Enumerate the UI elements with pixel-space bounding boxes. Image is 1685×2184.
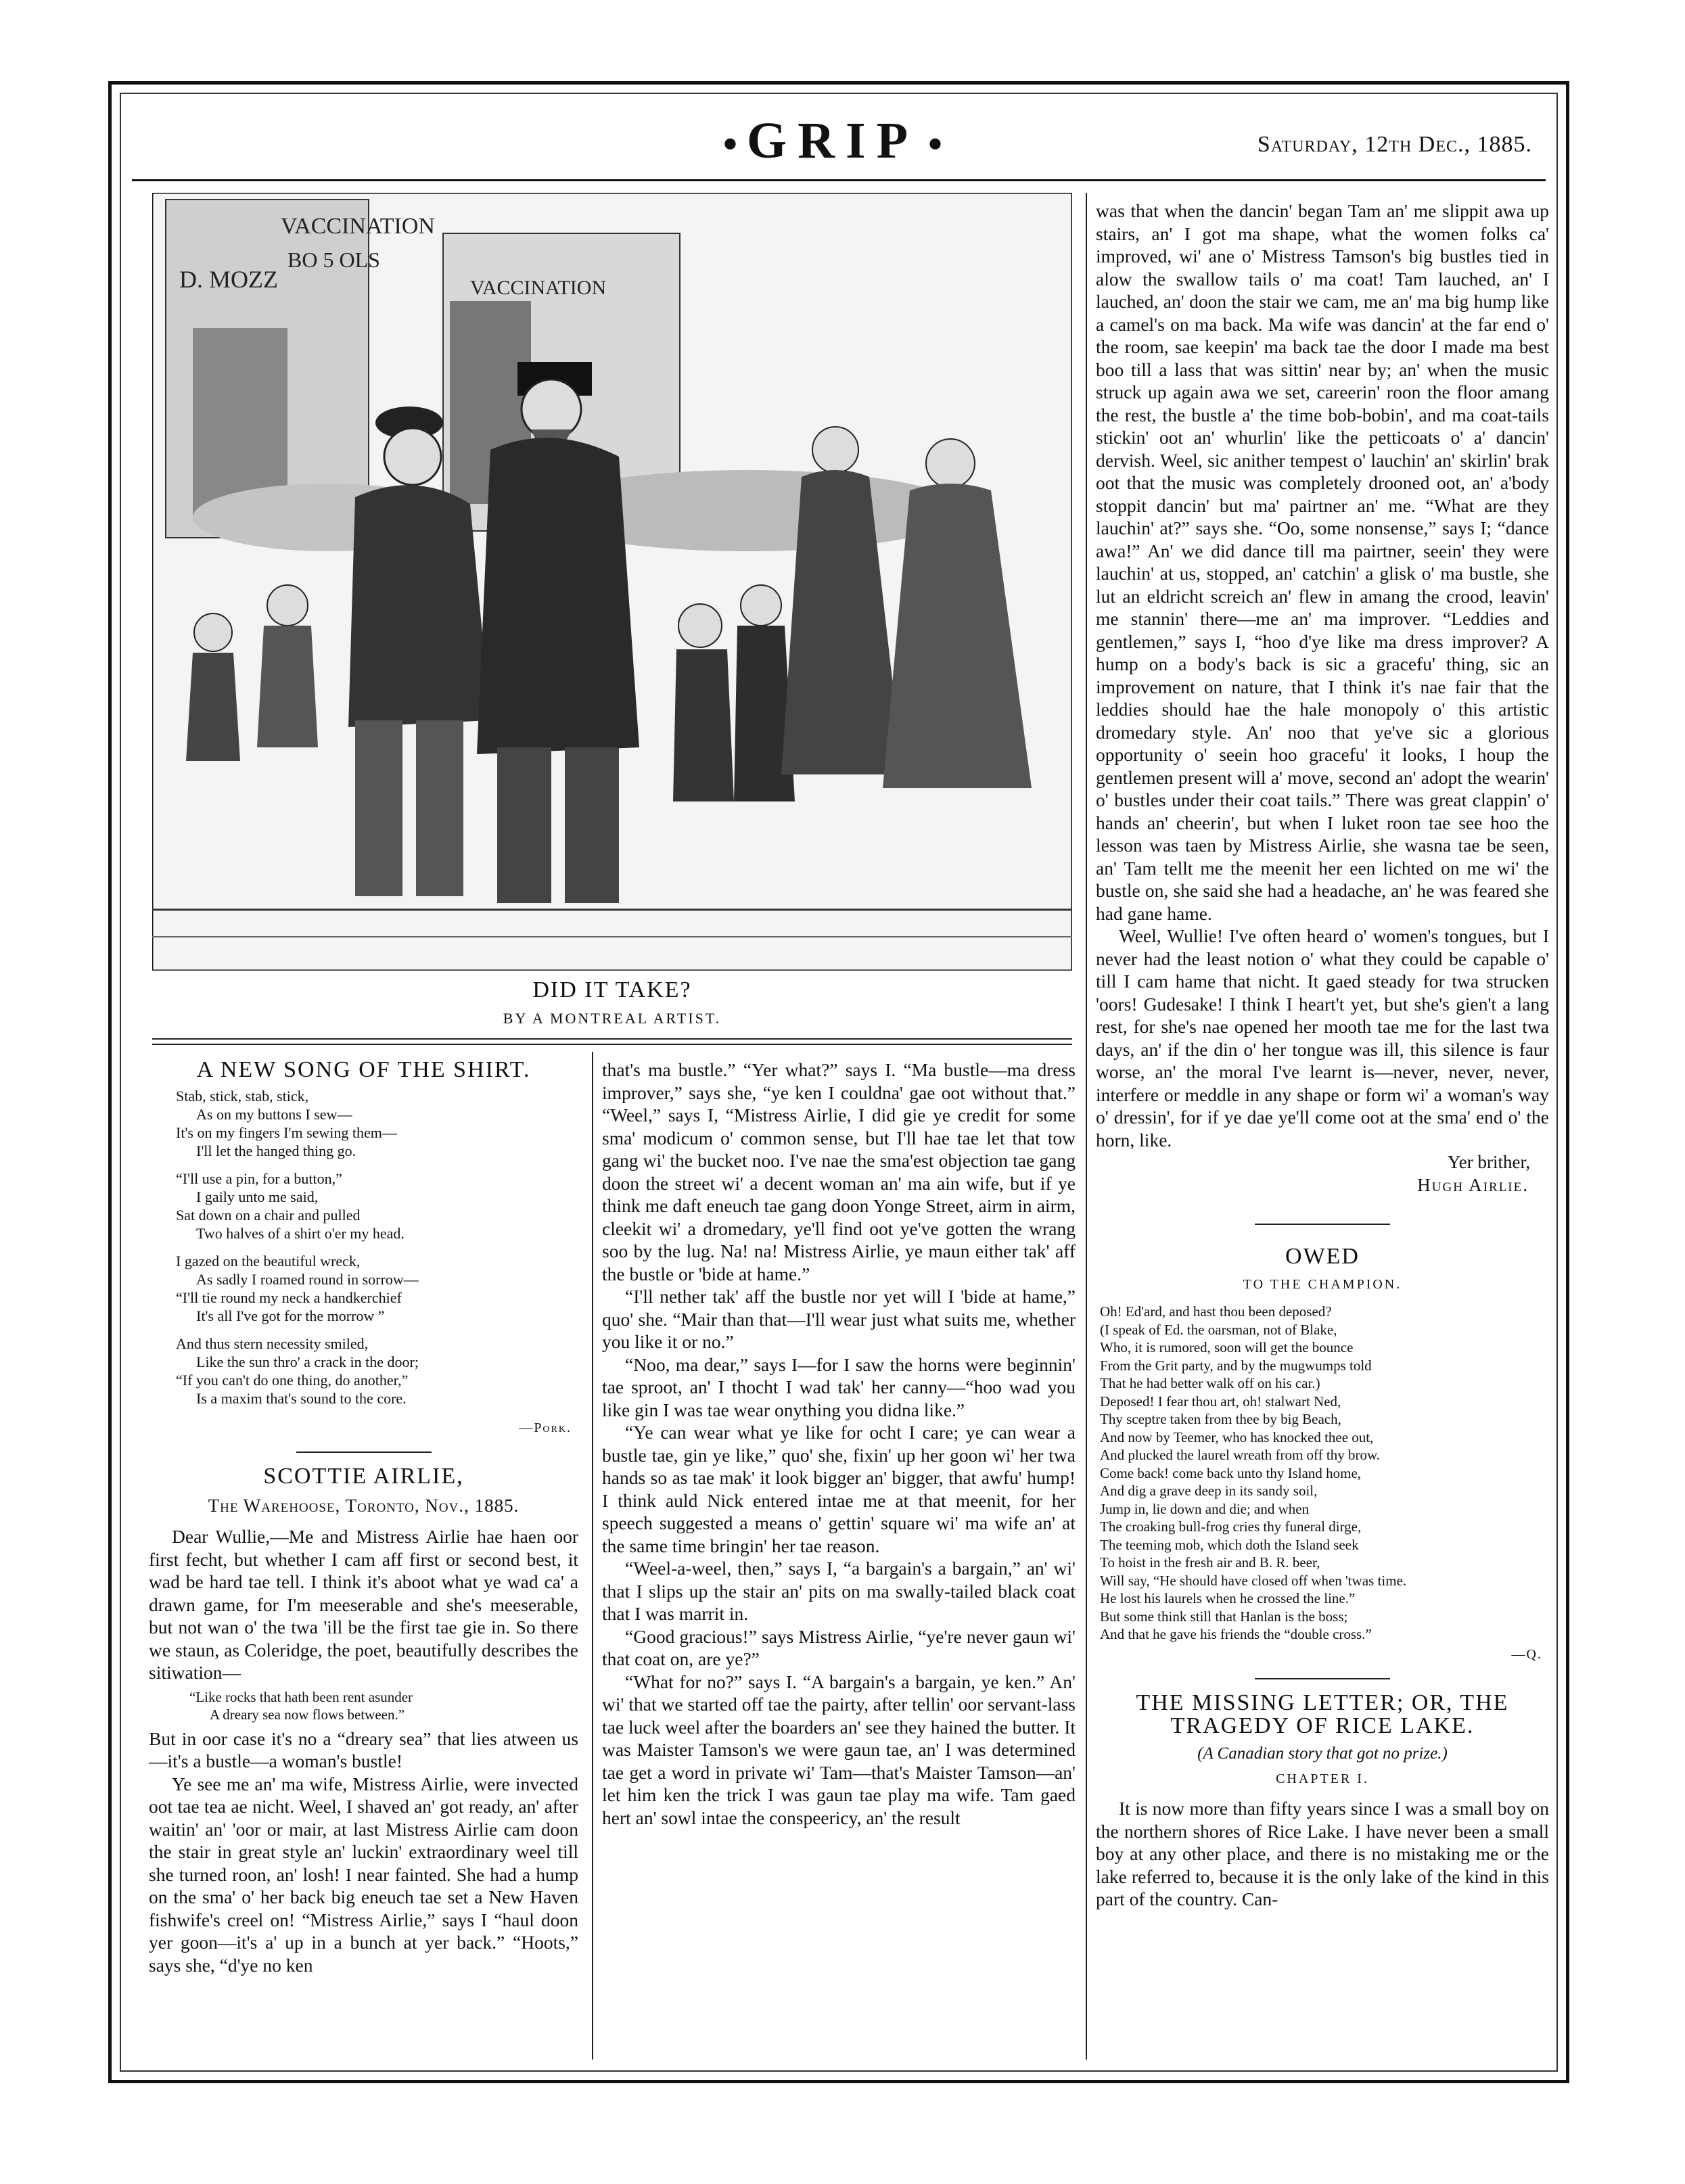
missing-letter-title-1: THE MISSING LETTER; OR, THE xyxy=(1136,1690,1509,1715)
letter-paragraph: “What for no?” says I. “A bargain's a bargain, ye ken.” An' wi' that we started off tae the pairty, after tellin' oor servant-lass tae luck weel after the boarders an' see they hained the butter. It was Maister Tamson's we were gaun tae, an' I was determined tae get a word in private wi' Tam—that's Maister Tamson—an' let him ken the trick I was gaun tae play ma wife. Tam gaed hert an' sowl intae the conspeericy, an' the result xyxy=(602,1671,1076,1828)
letter-paragraph: “Weel-a-weel, then,” says I, “a bargain's a bargain,” an' wi' that I slips up the stair an' pits on ma swally-tailed black coat that I was marrit in. xyxy=(602,1558,1076,1624)
poem-line: (I speak of Ed. the oarsman, not of Blake, xyxy=(1100,1321,1337,1338)
stanza-2 xyxy=(176,1169,578,1242)
cartoon-caption-credit: BY A MONTREAL ARTIST. xyxy=(503,1010,722,1027)
quote-line: A dreary sea now flows between.” xyxy=(210,1706,405,1723)
cartoon-drawing xyxy=(152,193,1072,971)
poem-line: And thus stern necessity smiled, xyxy=(176,1334,369,1352)
letter-paragraph: “Noo, ma dear,” says I—for I saw the horns were beginnin' tae sproot, an' I thocht I wad tak' her canny—“hoo wad you like gin I was tae wear onything you didna like.” xyxy=(602,1353,1076,1420)
poem-line: As on my buttons I sew— xyxy=(196,1105,352,1123)
stanza-4 xyxy=(176,1334,578,1408)
letter-paragraph: that's ma bustle.” “Yer what?” says I. “Ma bustle—ma dress improver,” says she, “ye ken I couldna' gae oot without that.” “Weel,” says I, “Mistress Airlie, I did gie ye credit for some sma' modicum o' common sense, but I'll hae tae let that tow gang wi' the bucket noo. I've nae the sma'est objection tae gang doon the street wi' a decent woman an' ma ain wife, but if ye think me daft eneuch tae gang doon Yonge Street, airm in airm, cleekit wi' a dromedary, ye'll find oot ye've gotten the wrang soo by the lug. Na! na! Mistress Airlie, ye maun either tak' aff the bustle or 'bide at hame.” xyxy=(602,1059,1076,1284)
masthead-date: Saturday, 12th Dec., 1885. xyxy=(1257,132,1532,157)
poem-line: From the Grit party, and by the mugwumps told xyxy=(1100,1357,1372,1374)
poem-line: Stab, stick, stab, stick, xyxy=(176,1087,309,1105)
owed-title: OWED xyxy=(1285,1244,1360,1269)
masthead-rule xyxy=(132,179,1546,181)
masthead-title-text: GRIP xyxy=(747,112,919,169)
letter-closing: Yer brither, xyxy=(1448,1152,1531,1172)
poem-line: “If you can't do one thing, do another,” xyxy=(176,1371,409,1389)
poem-line: The teeming mob, which doth the Island seek xyxy=(1100,1536,1359,1553)
poem-line: Deposed! I fear thou art, oh! stalwart Ned, xyxy=(1100,1393,1341,1410)
poem-line: And that he gave his friends the “double cross.” xyxy=(1100,1626,1372,1642)
shirt-song-poem xyxy=(176,1087,578,1408)
stanza-3 xyxy=(176,1252,578,1325)
poem-line: Thy sceptre taken from thee by big Beach, xyxy=(1100,1411,1341,1427)
illustration-rule-2 xyxy=(152,1044,1072,1045)
letter-paragraph: was that when the dancin' began Tam an' me slippit awa up stairs, an' I got ma shape, what the women folks ca' improved, wi' ane o' Mistress Tamson's big bustles tied in alow the swallow tails o' ma coat! Tam lauched, an' I lauched, an' doon the stair we cam, me an' ma big hump like a camel's on ma back. Ma wife was dancin' at the far end o' the room, sae keepin' ma back tae the door I made ma best boo till a lass that was sittin' near by; an' when the music struck up again awa we set, careerin' roon the floor amang the rest, the bustle a' the time bob-bobin', and ma coat-tails stickin' oot an' whurlin' like the petticoats o' a' dancin' dervish. Weel, sic anither tempest o' lauchin' an' skirlin' brak oot that the music was completely drooned oot, an' a'body stoppit dancin' but ma' pairtner an' me. “What are they lauchin' at?” says she. “Oo, some nonsense,” says I; “dance awa!” An' we did dance till ma pairtner, seein' they were lauchin' at us, stopped, an' catchin' a glisk o' ma bustle, she lut an eldricht screich an' flew in amang the crood, leavin' me stannin' there—me an' ma improver. “Leddies and gentlemen,” says I, “hoo d'ye like ma dress improver? A hump on a body's back is sic a gracefu' thing, sic an improvement on nature, that I think it's nae fair that the leddies should hae the hale monopoly o' this artistic dromedary style. An' noo that ye've sic a glorious opportunity o' seein hoo gracefu' it looks, I houp the gentlemen present will a' move, second an' adopt the wearin' o' bustles under their coat tails.” There was great clappin' o' hands an' cheerin', but when I luket roon tae see hoo the lesson was taen by Mistress Airlie, she wasna tae be seen, an' Tam tellt me the meenit her een lichted on me wi' the bustle on, she said she had a headache, an' he was feared she had gane hame. xyxy=(1096,200,1549,924)
poem-line: Two halves of a shirt o'er my head. xyxy=(196,1224,405,1242)
stanza-1 xyxy=(176,1087,578,1160)
column-rule-right xyxy=(1086,193,1087,2060)
poem-line: And dig a grave deep in its sandy soil, xyxy=(1100,1483,1318,1499)
column-1 xyxy=(149,1059,578,2060)
letter-signature: Hugh Airlie. xyxy=(1417,1174,1529,1195)
poem-line: It's on my fingers I'm sewing them— xyxy=(176,1123,397,1141)
poem-line: And plucked the laurel wreath from off thy brow. xyxy=(1100,1447,1381,1463)
letter-paragraph: “Ye can wear what ye like for ocht I care; ye can wear a bustle tae, gin ye like,” quo' she, fixin' up her goon wi' her twa hands so as tae mak' it look bigger an' bigger, that awfu' hump! I think auld Nick entered intae me at that meenit, for her speech suggested a means o' gettin' square wi' ma wife an' at the same time bringin' her tae reason. xyxy=(602,1422,1076,1556)
letter-title: SCOTTIE AIRLIE, xyxy=(263,1464,464,1489)
shirt-song-title: A NEW SONG OF THE SHIRT. xyxy=(196,1059,531,1082)
poem-line: I gaily unto me said, xyxy=(196,1188,319,1205)
owed-subtitle: TO THE CHAMPION. xyxy=(1243,1276,1402,1292)
letter-signoff xyxy=(1096,1151,1549,1196)
letter-paragraph: But in oor case it's no a “dreary sea” that lies atween us—it's a bustle—a woman's bustle! xyxy=(149,1727,578,1771)
column-3 xyxy=(1096,200,1549,2060)
poem-line: The croaking bull-frog cries thy funeral dirge, xyxy=(1100,1518,1362,1535)
missing-letter-subtitle: (A Canadian story that got no prize.) xyxy=(1197,1744,1448,1763)
poem-line: As sadly I roamed round in sorrow— xyxy=(196,1270,419,1288)
cartoon-caption-title: DID IT TAKE? xyxy=(532,977,692,1002)
letter-paragraph: “I'll nether tak' aff the bustle nor yet will I 'bide at hame,” quo' she. “Mair than that—I'll wear just what suits me, whether you like it or no.” xyxy=(602,1286,1076,1352)
poem-line: Is a maxim that's sound to the core. xyxy=(196,1389,407,1407)
illustration-rule xyxy=(152,1038,1072,1040)
sign-boots: BO 5 OLS xyxy=(287,248,380,272)
column-rule-left xyxy=(592,1052,593,2060)
poem-line: It's all I've got for the morrow ” xyxy=(196,1307,385,1324)
column-2 xyxy=(602,1059,1076,2060)
cartoon-illustration xyxy=(152,193,1072,971)
letter-dateline: The Warehoose, Toronto, Nov., 1885. xyxy=(208,1495,520,1516)
sign-mozz: D. MOZZ xyxy=(179,266,278,293)
page-frame xyxy=(108,81,1569,2083)
poem-line: He lost his laurels when he crossed the line.” xyxy=(1100,1590,1356,1606)
section-rule xyxy=(296,1451,432,1453)
missing-letter-title-2: TRAGEDY OF RICE LAKE. xyxy=(1170,1713,1475,1738)
owed-poem xyxy=(1100,1303,1549,1644)
shirt-song-signature: —Pork. xyxy=(519,1420,572,1435)
section-rule xyxy=(1255,1678,1390,1679)
letter-paragraph: Dear Wullie,—Me and Mistress Airlie hae haen oor first fecht, but whether I cam aff first or second best, it wad be hard tae tell. I think it's aboot what ye wad ca' a drawn game, for I'm meeserable and she's meeserable, but not wan o' the twa 'ill be the first tae gie in. So there we staun, as Coleridge, the poet, beautifully describes the sitiwation— xyxy=(149,1526,578,1683)
poem-line: Jump in, lie down and die; and when xyxy=(1100,1500,1310,1517)
poem-line: That he had better walk off on his car.) xyxy=(1100,1375,1320,1391)
coleridge-quote xyxy=(189,1688,578,1723)
chapter-heading: CHAPTER I. xyxy=(1276,1771,1369,1786)
poem-line: I'll let the hanged thing go. xyxy=(196,1142,356,1159)
poem-line: Like the sun thro' a crack in the door; xyxy=(196,1353,419,1370)
poem-line: Come back! come back unto thy Island home, xyxy=(1100,1464,1362,1481)
sign-vaccination: VACCINATION xyxy=(281,214,435,239)
story-paragraph: It is now more than fifty years since I was a small boy on the northern shores of Rice Lake. I have never been a small boy at any other place, and there is no mistaking me or the lake referred to, because it is the only lake of the kind in this part of the country. Can- xyxy=(1096,1798,1549,1909)
sign-vaccination-2: VACCINATION xyxy=(470,277,607,299)
poem-line: To hoist in the fresh air and B. R. beer, xyxy=(1100,1554,1320,1571)
section-rule xyxy=(1255,1224,1390,1225)
letter-paragraph: “Good gracious!” says Mistress Airlie, “ye're never gaun wi' that coat on, are ye?” xyxy=(602,1625,1076,1669)
poem-line: But some think still that Hanlan is the boss; xyxy=(1100,1608,1348,1625)
letter-paragraph: Weel, Wullie! I've often heard o' women's tongues, but I never had the least notion o' what they could be capable o' till I cam hame that nicht. It gaed steady for twa strucken 'oors! Gudesake! I think I heart't yet, but she's gien't a lang rest, for she's nae opened her mooth tae me for the last twa days, an' if the din o' her tongue was ill, this silence is faur worse, an' the moral I've learnt is—never, never, never, interfere or meddle in any shape or form wi' a woman's way o' dressin', for if ye dae ye'll come oot at the sma' end o' the horn, like. xyxy=(1096,925,1549,1151)
masthead xyxy=(132,112,1546,169)
poem-line: “I'll tie round my neck a handkerchief xyxy=(176,1288,402,1306)
poem-line: Oh! Ed'ard, and hast thou been deposed? xyxy=(1100,1303,1332,1320)
poem-line: And now by Teemer, who has knocked thee out, xyxy=(1100,1428,1374,1445)
owed-signature: —Q. xyxy=(1511,1646,1542,1662)
poem-line: Sat down on a chair and pulled xyxy=(176,1206,361,1224)
masthead-title: • GRIP • xyxy=(723,112,943,169)
poem-line: I gazed on the beautiful wreck, xyxy=(176,1252,361,1270)
poem-line: “I'll use a pin, for a button,” xyxy=(176,1169,342,1187)
quote-line: “Like rocks that hath been rent asunder xyxy=(189,1688,413,1705)
poem-line: Will say, “He should have closed off when 'twas time. xyxy=(1100,1572,1407,1589)
poem-line: Who, it is rumored, soon will get the bounce xyxy=(1100,1339,1354,1355)
letter-paragraph: Ye see me an' ma wife, Mistress Airlie, were invected oot tae tea ae nicht. Weel, I shaved an' got ready, an' after waitin' an' 'oor or mair, at last Mistress Airlie cam doon the stair in great style an' luckin' extraordinary weel till she turned roon, an' losh! I near fainted. She had a hump on the sma' o' her back big eneuch tae set a New Haven fishwife's creel on! “Mistress Airlie,” says I “haul doon yer goon—it's a' up in a bunch at yer back.” “Hoots,” says she, “d'ye no ken xyxy=(149,1773,578,1976)
